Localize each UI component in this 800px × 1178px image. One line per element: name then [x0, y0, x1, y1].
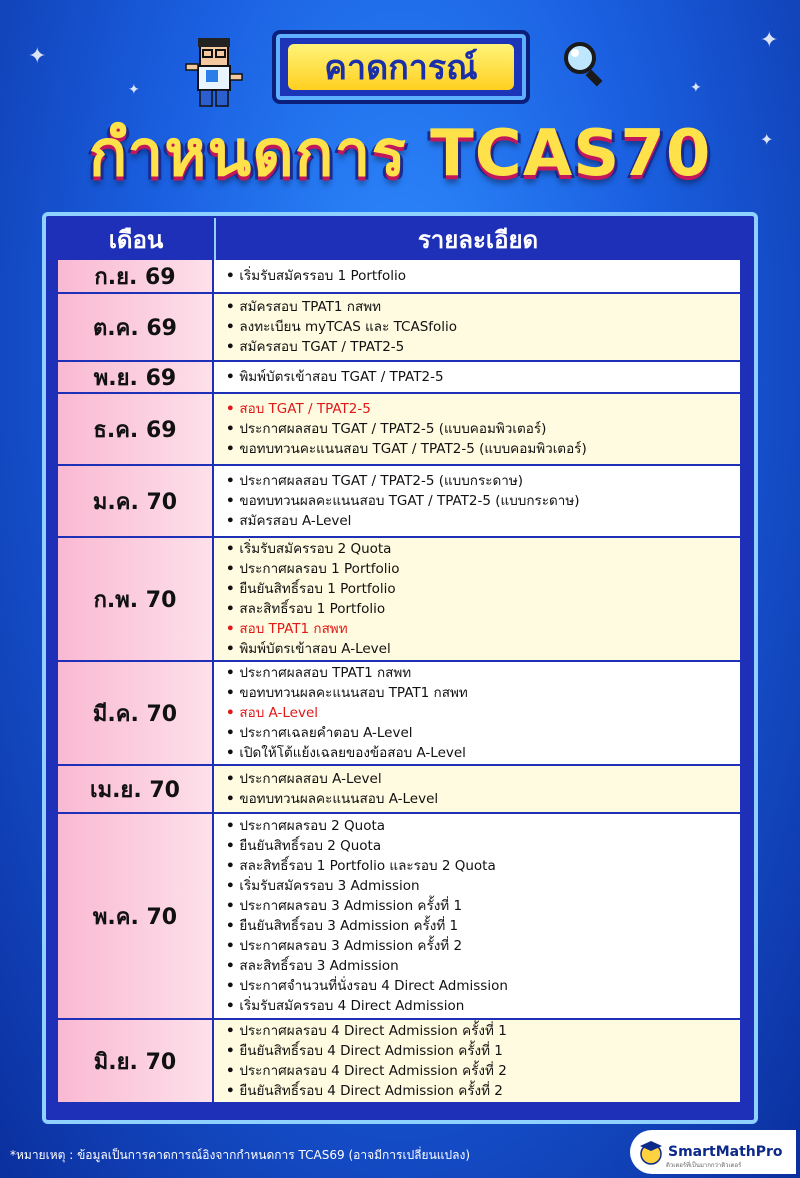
detail-item: • ประกาศผลสอบ A-Level: [226, 769, 728, 789]
detail-item: • เริ่มรับสมัครรอบ 3 Admission: [226, 876, 728, 896]
detail-item: • ยืนยันสิทธิ์รอบ 2 Quota: [226, 836, 728, 856]
page-title: กำหนดการ TCAS70: [88, 117, 712, 191]
row-details: [214, 1020, 740, 1102]
row-month: พ.ค. 70: [58, 814, 214, 1018]
detail-item: • สอบ TPAT1 กสพท: [226, 619, 728, 639]
row-details: [214, 538, 740, 660]
column-header-month: เดือน: [108, 225, 164, 254]
detail-item: • เริ่มรับสมัครรอบ 4 Direct Admission: [226, 996, 728, 1016]
mascot-icon: [184, 38, 244, 110]
schedule-rows: [58, 260, 740, 1104]
row-details: [214, 260, 740, 292]
table-row: [58, 814, 740, 1020]
table-row: [58, 362, 740, 394]
table-row: [58, 538, 740, 662]
detail-item: • ประกาศผลรอบ 4 Direct Admission ครั้งที่ 1: [226, 1021, 728, 1041]
detail-item: • เปิดให้โต้แย้งเฉลยของข้อสอบ A-Level: [226, 743, 728, 763]
detail-item: • ประกาศผลรอบ 1 Portfolio: [226, 559, 728, 579]
table-row: [58, 662, 740, 766]
table-header: [58, 218, 740, 260]
row-month: ก.ย. 69: [58, 260, 214, 292]
detail-item: • สละสิทธิ์รอบ 1 Portfolio และรอบ 2 Quota: [226, 856, 728, 876]
detail-item: • เริ่มรับสมัครรอบ 1 Portfolio: [226, 266, 728, 286]
detail-item: • ประกาศผลรอบ 2 Quota: [226, 816, 728, 836]
sparkle-icon: ✦: [760, 28, 779, 53]
row-month: เม.ย. 70: [58, 766, 214, 812]
detail-item: • ยืนยันสิทธิ์รอบ 3 Admission ครั้งที่ 1: [226, 916, 728, 936]
row-month: ม.ค. 70: [58, 466, 214, 536]
detail-item: • ยืนยันสิทธิ์รอบ 4 Direct Admission ครั้งที่ 2: [226, 1081, 728, 1101]
row-month: มี.ค. 70: [58, 662, 214, 764]
table-row: [58, 766, 740, 814]
magnifier-icon: [560, 38, 610, 88]
row-month: ธ.ค. 69: [58, 394, 214, 464]
row-month: ต.ค. 69: [58, 294, 214, 360]
row-details: [214, 294, 740, 360]
row-details: [214, 466, 740, 536]
detail-item: • สมัครสอบ A-Level: [226, 511, 728, 531]
detail-item: • ประกาศผลรอบ 4 Direct Admission ครั้งที่ 2: [226, 1061, 728, 1081]
table-row: [58, 260, 740, 294]
sparkle-icon: ✦: [760, 130, 774, 149]
row-month: พ.ย. 69: [58, 362, 214, 392]
detail-item: • ขอทบทวนผลคะแนนสอบ TPAT1 กสพท: [226, 683, 728, 703]
detail-item: • สอบ A-Level: [226, 703, 728, 723]
row-details: [214, 766, 740, 812]
detail-item: • ลงทะเบียน myTCAS และ TCASfolio: [226, 317, 728, 337]
row-details: [214, 662, 740, 764]
footer-note: *หมายเหตุ : ข้อมูลเป็นการคาดการณ์อิงจากกำหนดการ TCAS69 (อาจมีการเปลี่ยนแปลง): [10, 1148, 471, 1162]
detail-item: • เริ่มรับสมัครรอบ 2 Quota: [226, 539, 728, 559]
detail-item: • ประกาศเฉลยคำตอบ A-Level: [226, 723, 728, 743]
logo-name: SmartMathPro: [668, 1144, 783, 1160]
detail-item: • สมัครสอบ TGAT / TPAT2-5: [226, 337, 728, 357]
row-details: [214, 814, 740, 1018]
detail-item: • ขอทบทวนผลคะแนนสอบ A-Level: [226, 789, 728, 809]
header-badge-text: คาดการณ์: [288, 44, 514, 90]
logo: [630, 1130, 796, 1174]
logo-tagline: ติวเตอร์ที่เป็นมากกว่าติวเตอร์: [666, 1162, 742, 1169]
row-month: ก.พ. 70: [58, 538, 214, 660]
sparkle-icon: ✦: [28, 44, 47, 69]
detail-item: • ประกาศผลสอบ TGAT / TPAT2-5 (แบบกระดาษ): [226, 471, 728, 491]
graduation-cap-icon: [638, 1139, 664, 1165]
detail-item: • ขอทบทวนคะแนนสอบ TGAT / TPAT2-5 (แบบคอมพิวเตอร์): [226, 439, 728, 459]
detail-item: • พิมพ์บัตรเข้าสอบ TGAT / TPAT2-5: [226, 367, 728, 387]
detail-item: • พิมพ์บัตรเข้าสอบ A-Level: [226, 639, 728, 659]
detail-item: • ประกาศผลรอบ 3 Admission ครั้งที่ 1: [226, 896, 728, 916]
row-month: มิ.ย. 70: [58, 1020, 214, 1102]
column-header-detail: รายละเอียด: [214, 218, 740, 260]
detail-item: • ประกาศผลรอบ 3 Admission ครั้งที่ 2: [226, 936, 728, 956]
detail-item: • สอบ TGAT / TPAT2-5: [226, 399, 728, 419]
detail-item: • ยืนยันสิทธิ์รอบ 1 Portfolio: [226, 579, 728, 599]
table-row: [58, 466, 740, 538]
detail-item: • สละสิทธิ์รอบ 1 Portfolio: [226, 599, 728, 619]
detail-item: • สละสิทธิ์รอบ 3 Admission: [226, 956, 728, 976]
row-details: [214, 362, 740, 392]
detail-item: • ประกาศผลสอบ TGAT / TPAT2-5 (แบบคอมพิวเตอร์): [226, 419, 728, 439]
table-row: [58, 294, 740, 362]
table-row: [58, 1020, 740, 1104]
detail-item: • ประกาศจำนวนที่นั่งรอบ 4 Direct Admission: [226, 976, 728, 996]
table-row: [58, 394, 740, 466]
detail-item: • ยืนยันสิทธิ์รอบ 4 Direct Admission ครั้งที่ 1: [226, 1041, 728, 1061]
sparkle-icon: ✦: [128, 82, 140, 98]
detail-item: • ขอทบทวนผลคะแนนสอบ TGAT / TPAT2-5 (แบบกระดาษ): [226, 491, 728, 511]
detail-item: • สมัครสอบ TPAT1 กสพท: [226, 297, 728, 317]
header-badge: [272, 30, 530, 104]
row-details: [214, 394, 740, 464]
sparkle-icon: ✦: [690, 80, 702, 96]
detail-item: • ประกาศผลสอบ TPAT1 กสพท: [226, 663, 728, 683]
